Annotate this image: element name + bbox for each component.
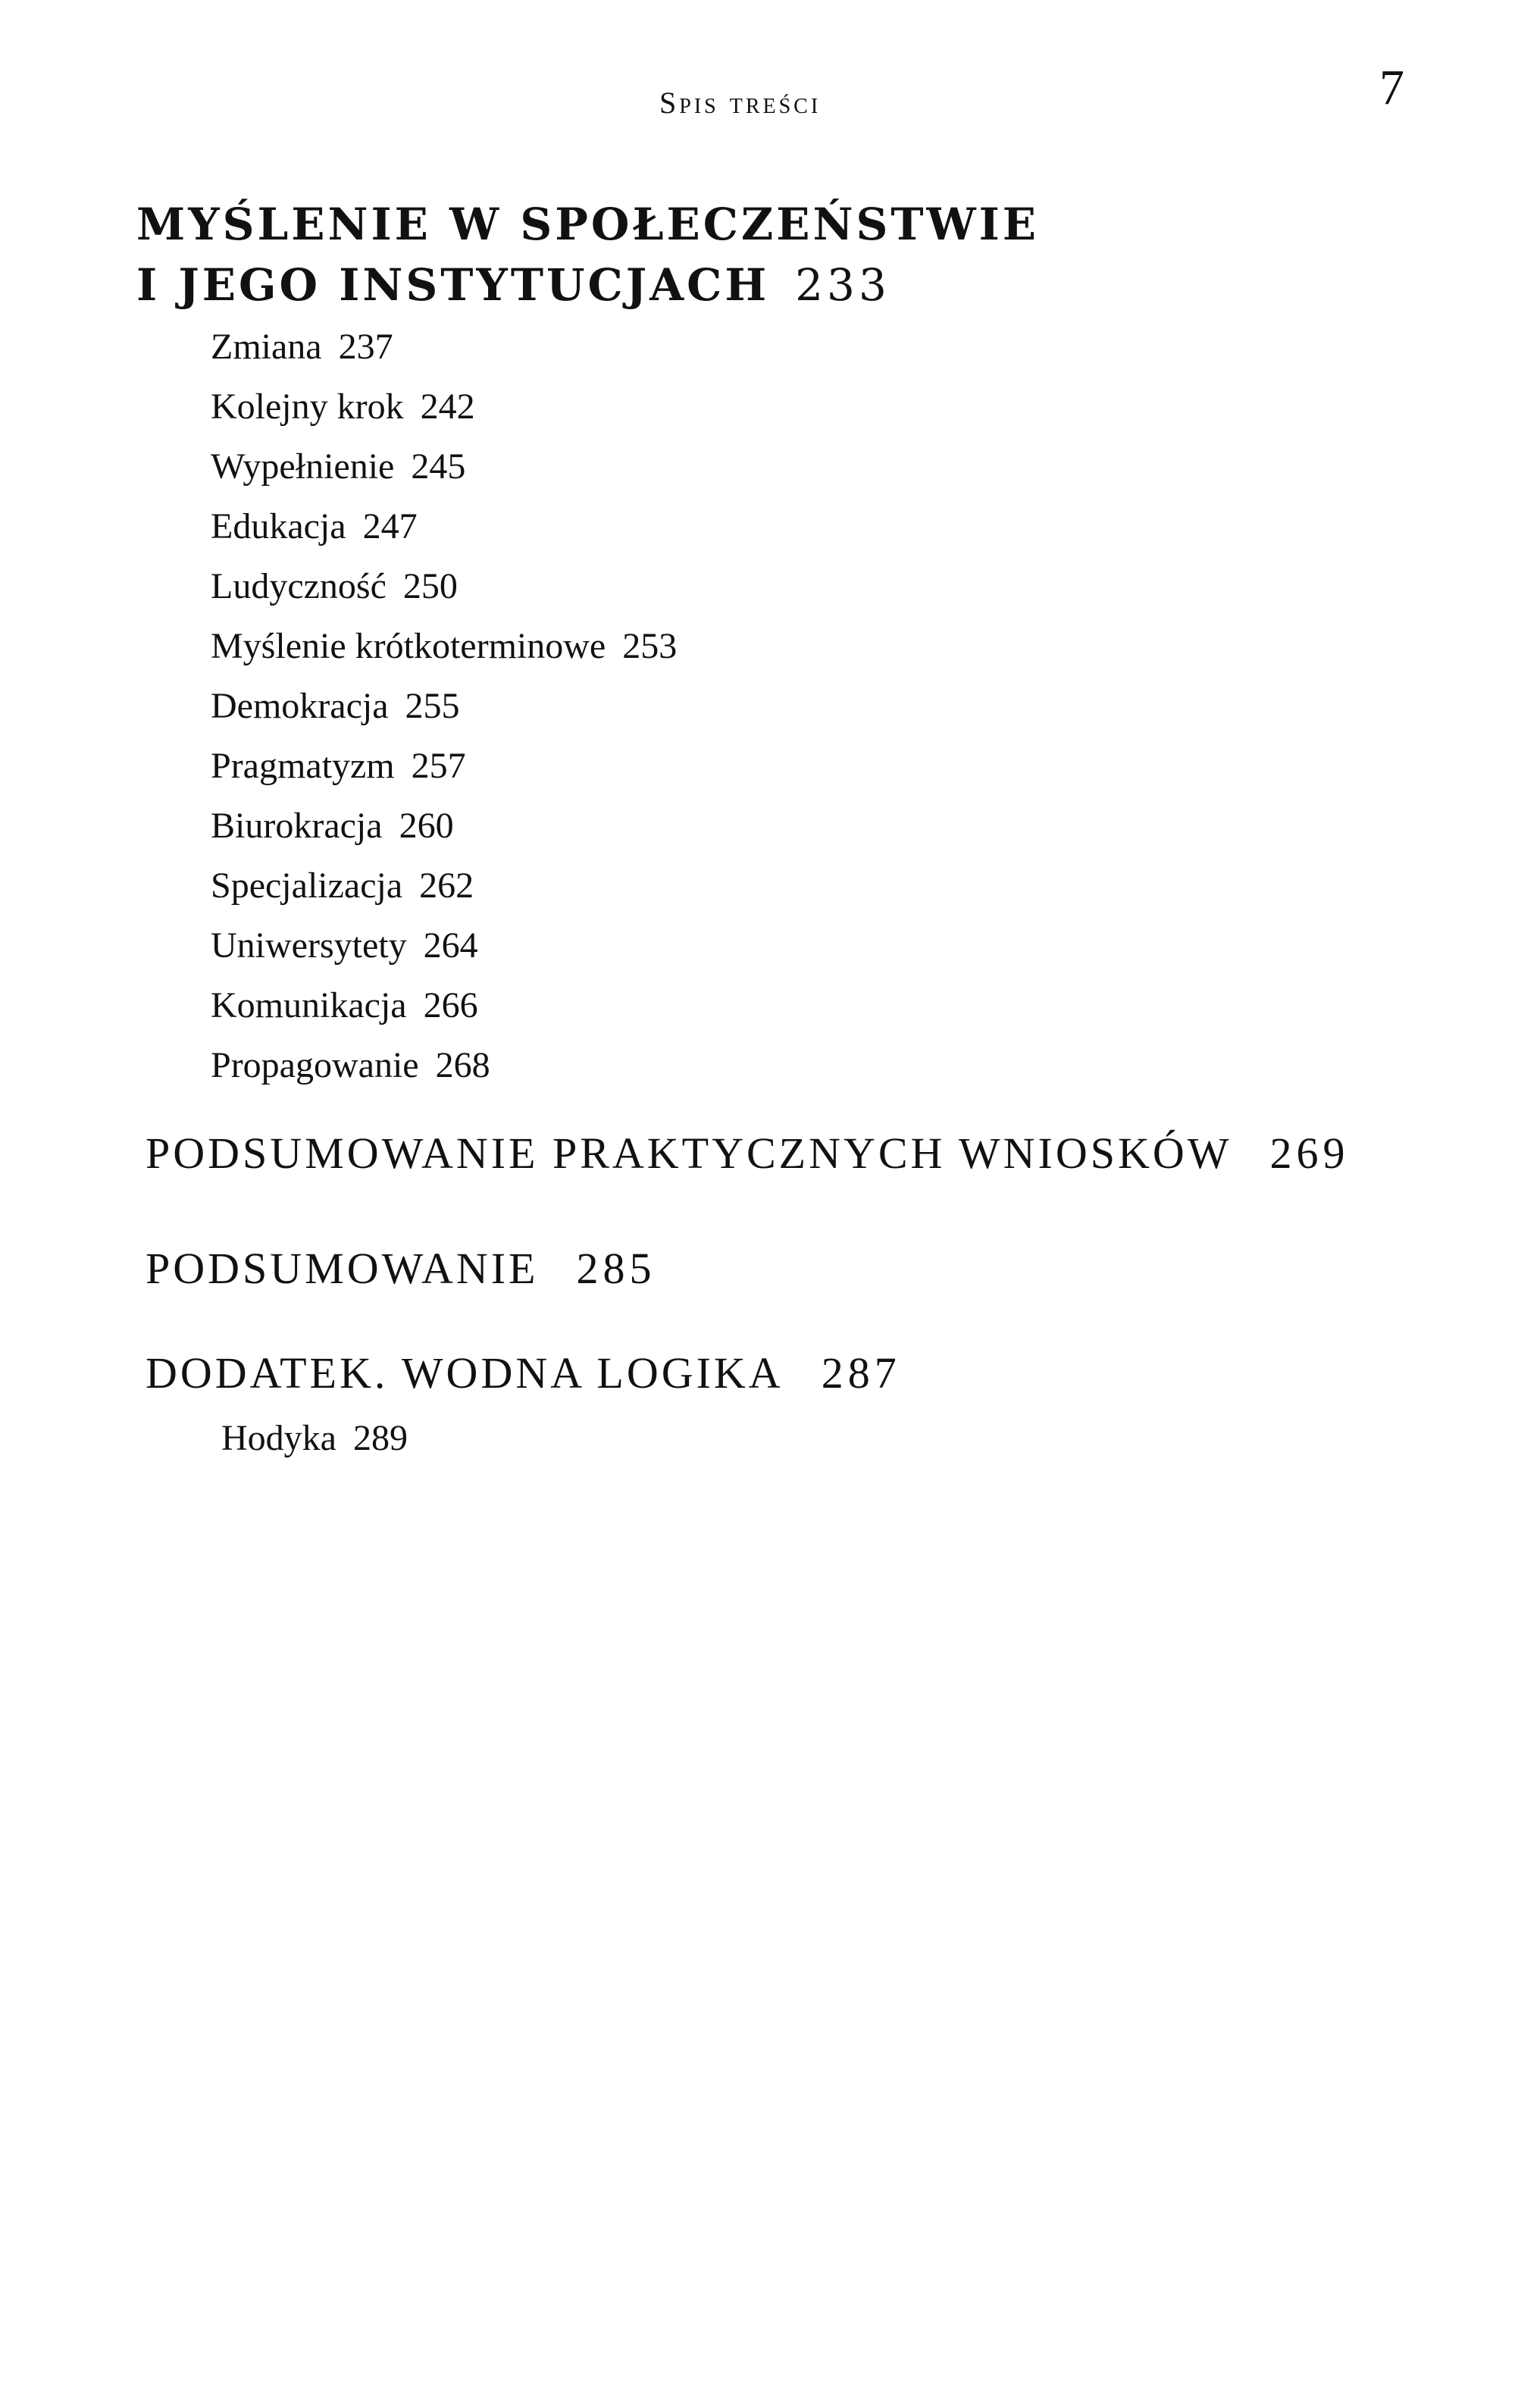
toc-entry-label: Ludyczność	[211, 566, 387, 606]
chapter-page-number: 287	[821, 1348, 901, 1398]
toc-entry-page: 255	[405, 686, 460, 726]
section-title-line1: MYŚLENIE W SPOŁECZEŃSTWIE	[136, 199, 1040, 250]
toc-entry-page: 268	[435, 1045, 490, 1085]
section-title-text: I JEGO INSTYTUCJACH	[136, 259, 770, 311]
toc-entry-label: Wypełnienie	[211, 446, 395, 487]
toc-entry	[211, 556, 677, 616]
toc-entry	[211, 616, 677, 676]
toc-entry-page: 253	[622, 626, 678, 666]
toc-entry-label: Uniwersytety	[211, 925, 407, 966]
toc-entry	[211, 317, 677, 377]
toc-entry	[211, 1035, 677, 1095]
toc-entry-page: 266	[423, 985, 478, 1025]
toc-entry-label: Hodyka	[221, 1418, 336, 1458]
toc-entry	[211, 975, 677, 1035]
chapter-title: PODSUMOWANIE	[146, 1244, 539, 1293]
toc-entry-label: Specjalizacja	[211, 866, 403, 906]
section-title-line2	[136, 255, 1425, 315]
toc-entry-label: Propagowanie	[211, 1045, 419, 1085]
toc-entry-label: Pragmatyzm	[211, 746, 395, 786]
page-number: 7	[1379, 60, 1404, 115]
section-page-number: 233	[795, 259, 891, 311]
chapter-page-number: 285	[576, 1244, 656, 1293]
toc-entry	[211, 736, 677, 796]
toc-entry-label: Demokracja	[211, 686, 389, 726]
toc-section-heading	[136, 194, 1425, 315]
toc-entry-page: 245	[411, 446, 466, 487]
toc-entry-page: 257	[411, 746, 466, 786]
toc-entry-label: Zmiana	[211, 327, 322, 367]
toc-entry	[211, 916, 677, 975]
running-head-title: Spis treści	[659, 86, 822, 120]
toc-entry	[211, 856, 677, 916]
toc-entry-page: 289	[352, 1418, 408, 1458]
toc-entry-label: Edukacja	[211, 506, 346, 546]
toc-entry	[211, 437, 677, 496]
chapter-title: PODSUMOWANIE PRAKTYCZNYCH WNIOSKÓW	[146, 1129, 1232, 1178]
toc-entry-page: 247	[362, 506, 418, 546]
toc-entry-page: 264	[423, 925, 478, 966]
toc-chapter-heading	[146, 1243, 656, 1294]
toc-entry-page: 242	[420, 387, 475, 427]
toc-entry-page: 237	[338, 327, 393, 367]
toc-entry	[221, 1417, 408, 1459]
toc-entry-list	[211, 317, 677, 1095]
toc-chapter-heading	[146, 1128, 1350, 1179]
toc-entry	[211, 676, 677, 736]
toc-entry-label: Kolejny krok	[211, 387, 404, 427]
chapter-title: DODATEK. WODNA LOGIKA	[146, 1348, 784, 1398]
chapter-page-number: 269	[1269, 1129, 1350, 1178]
toc-entry	[211, 496, 677, 556]
toc-entry-page: 262	[419, 866, 474, 906]
toc-entry-page: 260	[399, 806, 454, 846]
toc-entry-label: Biurokracja	[211, 806, 383, 846]
toc-chapter-heading	[146, 1348, 901, 1398]
toc-entry-label: Komunikacja	[211, 985, 407, 1025]
toc-entry-label: Myślenie krótkoterminowe	[211, 626, 606, 666]
toc-entry	[211, 796, 677, 856]
toc-entry-page: 250	[402, 566, 458, 606]
toc-entry	[211, 377, 677, 437]
